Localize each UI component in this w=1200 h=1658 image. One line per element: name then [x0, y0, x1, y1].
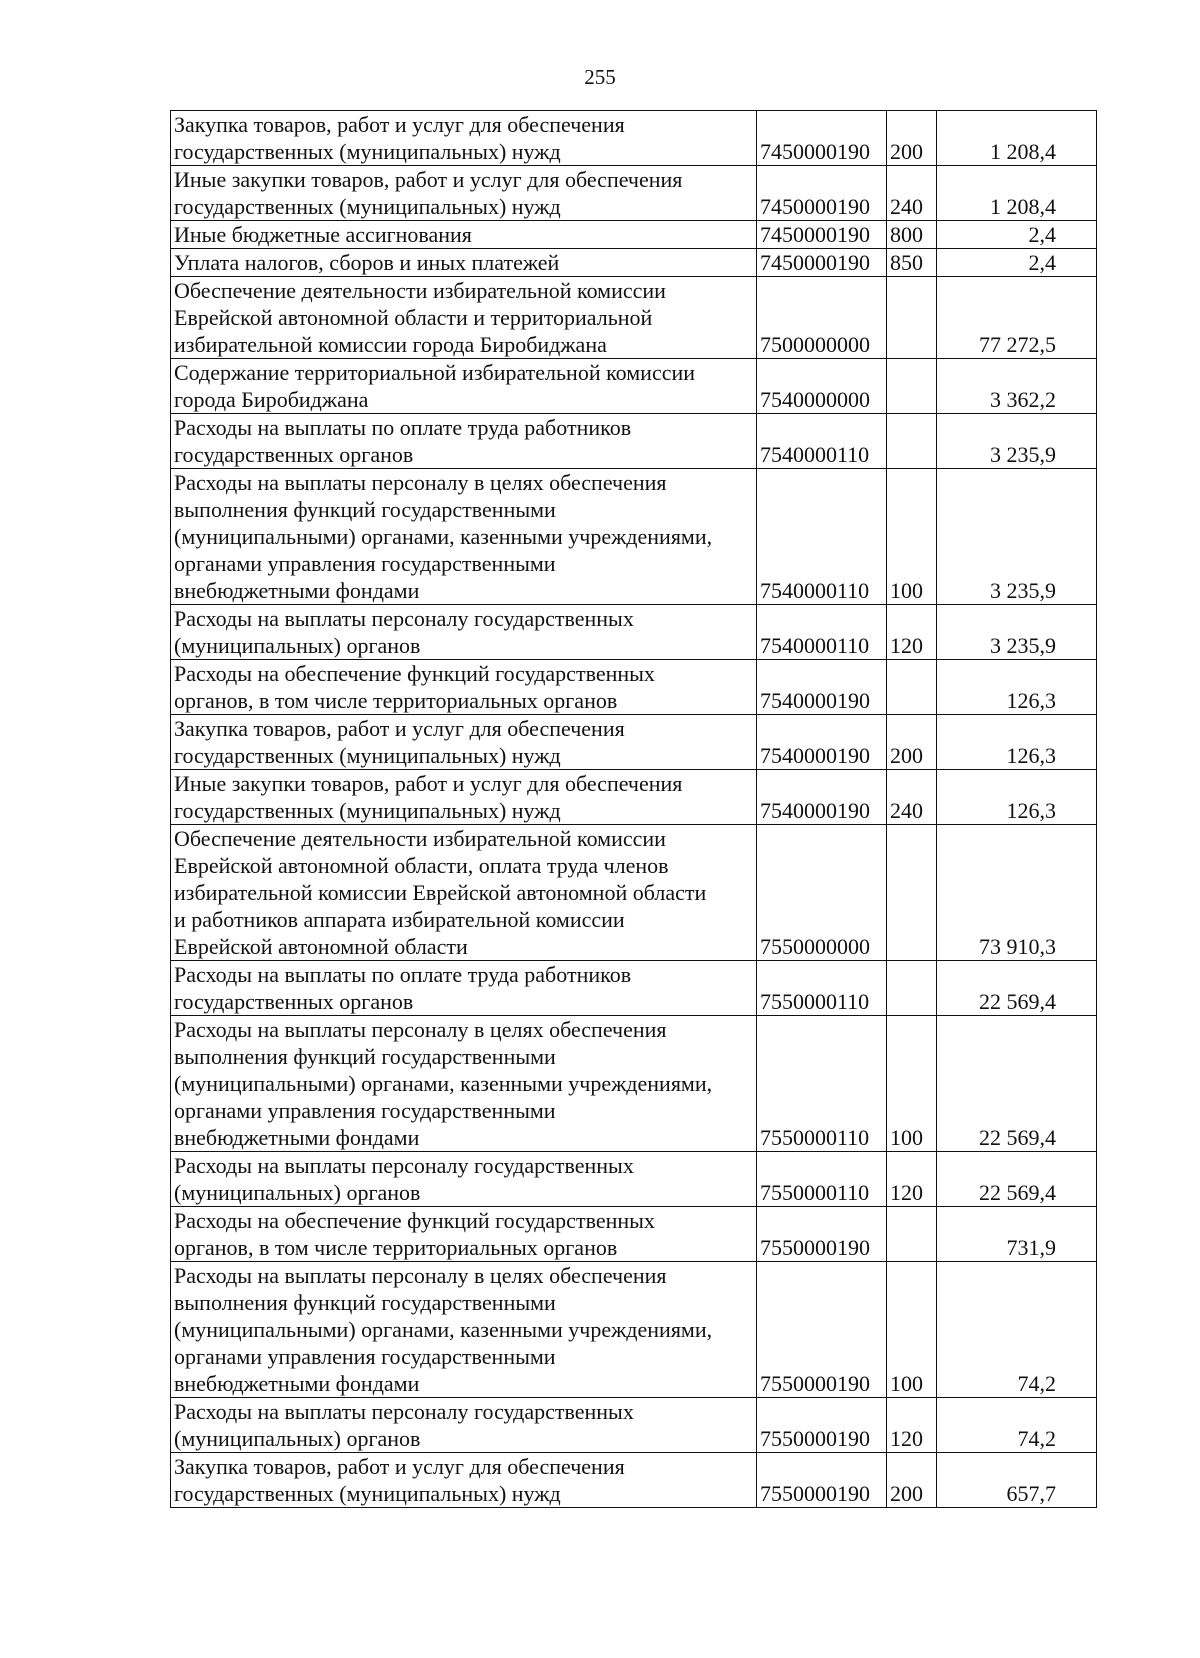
amount-cell: 3 235,9 — [937, 414, 1097, 469]
expense-name-cell — [171, 1398, 757, 1453]
expense-name-line: органами управления государственными — [174, 1344, 556, 1369]
expense-name-line: Содержание территориальной избирательной комиссии — [174, 360, 696, 385]
expense-type-code-cell — [887, 961, 937, 1016]
target-article-code-cell: 7540000190 — [757, 660, 887, 715]
expense-name-cell — [171, 277, 757, 359]
amount-cell: 657,7 — [937, 1453, 1097, 1508]
amount-cell: 731,9 — [937, 1207, 1097, 1262]
table-row — [171, 1453, 1097, 1508]
target-article-code-cell: 7540000190 — [757, 715, 887, 770]
expense-name-line: Закупка товаров, работ и услуг для обеспечения — [174, 1454, 625, 1479]
expense-type-code-cell: 240 — [887, 770, 937, 825]
expense-name-line: выполнения функций государственными — [174, 1290, 556, 1315]
target-article-code-cell: 7550000190 — [757, 1262, 887, 1398]
expense-name-line: (муниципальных) органов — [174, 633, 421, 658]
expense-name-line: города Биробиджана — [174, 387, 369, 412]
expense-type-code-cell: 200 — [887, 715, 937, 770]
expense-name-line: Расходы на выплаты персоналу государственных — [174, 1153, 634, 1178]
expense-name-line: внебюджетными фондами — [174, 1125, 420, 1150]
expense-type-code-cell — [887, 359, 937, 414]
expense-name-line: Расходы на выплаты персоналу государственных — [174, 1399, 634, 1424]
expense-name-line: (муниципальных) органов — [174, 1426, 421, 1451]
expense-type-code-cell — [887, 825, 937, 961]
amount-cell: 3 235,9 — [937, 469, 1097, 605]
expense-name-line: Расходы на выплаты персоналу в целях обеспечения — [174, 1017, 667, 1042]
expense-name-cell — [171, 1453, 757, 1508]
target-article-code-cell: 7540000190 — [757, 770, 887, 825]
expense-name-line: Иные закупки товаров, работ и услуг для обеспечения — [174, 167, 683, 192]
expense-name-line: выполнения функций государственными — [174, 497, 556, 522]
expense-name-line: Расходы на выплаты персоналу государственных — [174, 606, 634, 631]
expense-type-code-cell: 240 — [887, 166, 937, 221]
target-article-code-cell: 7540000110 — [757, 414, 887, 469]
amount-cell: 2,4 — [937, 249, 1097, 277]
expense-name-line: Обеспечение деятельности избирательной комиссии — [174, 826, 666, 851]
table-body — [171, 111, 1097, 1508]
expense-name-line: внебюджетными фондами — [174, 578, 420, 603]
amount-cell: 126,3 — [937, 715, 1097, 770]
expense-name-line: Расходы на выплаты персоналу в целях обеспечения — [174, 470, 667, 495]
table-row — [171, 825, 1097, 961]
table-row — [171, 1398, 1097, 1453]
expense-type-code-cell: 100 — [887, 1016, 937, 1152]
target-article-code-cell: 7540000000 — [757, 359, 887, 414]
expense-name-cell — [171, 715, 757, 770]
table-row — [171, 249, 1097, 277]
amount-cell: 1 208,4 — [937, 111, 1097, 166]
expense-type-code-cell: 120 — [887, 605, 937, 660]
amount-cell: 1 208,4 — [937, 166, 1097, 221]
expense-name-line: Расходы на обеспечение функций государственных — [174, 1208, 655, 1233]
expense-name-cell — [171, 1207, 757, 1262]
expense-name-line: Уплата налогов, сборов и иных платежей — [174, 250, 560, 275]
expense-name-cell — [171, 359, 757, 414]
budget-table — [170, 110, 1097, 1508]
expense-name-line: и работников аппарата избирательной комиссии — [174, 907, 625, 932]
table-row — [171, 660, 1097, 715]
expense-type-code-cell — [887, 1207, 937, 1262]
expense-name-line: государственных (муниципальных) нужд — [174, 1481, 561, 1506]
expense-name-line: Расходы на выплаты персоналу в целях обеспечения — [174, 1263, 667, 1288]
amount-cell: 3 362,2 — [937, 359, 1097, 414]
table-row — [171, 414, 1097, 469]
amount-cell: 22 569,4 — [937, 1016, 1097, 1152]
amount-cell: 74,2 — [937, 1398, 1097, 1453]
table-row — [171, 1207, 1097, 1262]
amount-cell: 77 272,5 — [937, 277, 1097, 359]
table-row — [171, 1152, 1097, 1207]
expense-name-cell — [171, 111, 757, 166]
amount-cell: 2,4 — [937, 221, 1097, 249]
expense-type-code-cell: 100 — [887, 469, 937, 605]
expense-name-line: Еврейской автономной области, оплата труда членов — [174, 853, 669, 878]
target-article-code-cell: 7450000190 — [757, 166, 887, 221]
expense-name-cell — [171, 1262, 757, 1398]
expense-type-code-cell: 120 — [887, 1398, 937, 1453]
table-row — [171, 469, 1097, 605]
expense-name-cell — [171, 469, 757, 605]
expense-name-line: государственных (муниципальных) нужд — [174, 743, 561, 768]
target-article-code-cell: 7550000190 — [757, 1207, 887, 1262]
expense-name-line: избирательной комиссии города Биробиджана — [174, 332, 607, 357]
target-article-code-cell: 7540000110 — [757, 469, 887, 605]
expense-type-code-cell — [887, 414, 937, 469]
amount-cell: 3 235,9 — [937, 605, 1097, 660]
table-row — [171, 111, 1097, 166]
expense-name-cell — [171, 660, 757, 715]
table-row — [171, 961, 1097, 1016]
target-article-code-cell: 7450000190 — [757, 111, 887, 166]
target-article-code-cell: 7550000190 — [757, 1453, 887, 1508]
expense-name-line: государственных (муниципальных) нужд — [174, 139, 561, 164]
expense-name-line: Еврейской автономной области — [174, 934, 468, 959]
expense-name-line: органами управления государственными — [174, 551, 556, 576]
expense-name-line: Расходы на выплаты по оплате труда работников — [174, 962, 632, 987]
expense-name-cell — [171, 825, 757, 961]
target-article-code-cell: 7450000190 — [757, 221, 887, 249]
expense-name-cell — [171, 1152, 757, 1207]
expense-name-cell — [171, 961, 757, 1016]
target-article-code-cell: 7540000110 — [757, 605, 887, 660]
table-row — [171, 1016, 1097, 1152]
table-row — [171, 1262, 1097, 1398]
expense-type-code-cell: 800 — [887, 221, 937, 249]
expense-name-line: органами управления государственными — [174, 1098, 556, 1123]
table-row — [171, 277, 1097, 359]
expense-name-line: (муниципальными) органами, казенными учреждениями, — [174, 524, 713, 549]
table-row — [171, 166, 1097, 221]
expense-name-line: Закупка товаров, работ и услуг для обеспечения — [174, 112, 625, 137]
amount-cell: 126,3 — [937, 770, 1097, 825]
expense-name-line: Обеспечение деятельности избирательной комиссии — [174, 278, 666, 303]
expense-name-cell — [171, 221, 757, 249]
table-row — [171, 221, 1097, 249]
table-row — [171, 770, 1097, 825]
expense-name-line: (муниципальными) органами, казенными учреждениями, — [174, 1317, 713, 1342]
expense-type-code-cell: 200 — [887, 1453, 937, 1508]
expense-type-code-cell — [887, 277, 937, 359]
expense-name-line: государственных органов — [174, 989, 414, 1014]
expense-name-line: органов, в том числе территориальных органов — [174, 1235, 618, 1260]
page-number: 255 — [584, 65, 616, 89]
expense-type-code-cell: 200 — [887, 111, 937, 166]
expense-name-line: Иные бюджетные ассигнования — [174, 222, 472, 247]
target-article-code-cell: 7550000110 — [757, 1016, 887, 1152]
expense-name-line: органов, в том числе территориальных органов — [174, 688, 618, 713]
target-article-code-cell: 7450000190 — [757, 249, 887, 277]
expense-name-cell — [171, 770, 757, 825]
table-row — [171, 715, 1097, 770]
expense-name-line: (муниципальными) органами, казенными учреждениями, — [174, 1071, 713, 1096]
amount-cell: 22 569,4 — [937, 1152, 1097, 1207]
table-row — [171, 359, 1097, 414]
expense-name-cell — [171, 1016, 757, 1152]
expense-name-cell — [171, 166, 757, 221]
expense-name-line: государственных органов — [174, 442, 414, 467]
amount-cell: 126,3 — [937, 660, 1097, 715]
expense-name-line: Закупка товаров, работ и услуг для обеспечения — [174, 716, 625, 741]
target-article-code-cell: 7550000110 — [757, 1152, 887, 1207]
expense-name-line: Иные закупки товаров, работ и услуг для обеспечения — [174, 771, 683, 796]
expense-name-line: внебюджетными фондами — [174, 1371, 420, 1396]
target-article-code-cell: 7550000190 — [757, 1398, 887, 1453]
expense-name-line: Еврейской автономной области и территориальной — [174, 305, 653, 330]
expense-type-code-cell: 850 — [887, 249, 937, 277]
target-article-code-cell: 7550000110 — [757, 961, 887, 1016]
expense-name-line: избирательной комиссии Еврейской автономной области — [174, 880, 707, 905]
expense-name-line: выполнения функций государственными — [174, 1044, 556, 1069]
expense-name-line: государственных (муниципальных) нужд — [174, 194, 561, 219]
expense-name-line: Расходы на выплаты по оплате труда работников — [174, 415, 632, 440]
expense-name-cell — [171, 414, 757, 469]
expense-name-cell — [171, 605, 757, 660]
expense-name-line: Расходы на обеспечение функций государственных — [174, 661, 655, 686]
target-article-code-cell: 7550000000 — [757, 825, 887, 961]
amount-cell: 22 569,4 — [937, 961, 1097, 1016]
expense-name-line: государственных (муниципальных) нужд — [174, 798, 561, 823]
expense-type-code-cell — [887, 660, 937, 715]
amount-cell: 73 910,3 — [937, 825, 1097, 961]
expense-type-code-cell: 120 — [887, 1152, 937, 1207]
expense-type-code-cell: 100 — [887, 1262, 937, 1398]
amount-cell: 74,2 — [937, 1262, 1097, 1398]
expense-name-line: (муниципальных) органов — [174, 1180, 421, 1205]
table-row — [171, 605, 1097, 660]
target-article-code-cell: 7500000000 — [757, 277, 887, 359]
expense-name-cell — [171, 249, 757, 277]
